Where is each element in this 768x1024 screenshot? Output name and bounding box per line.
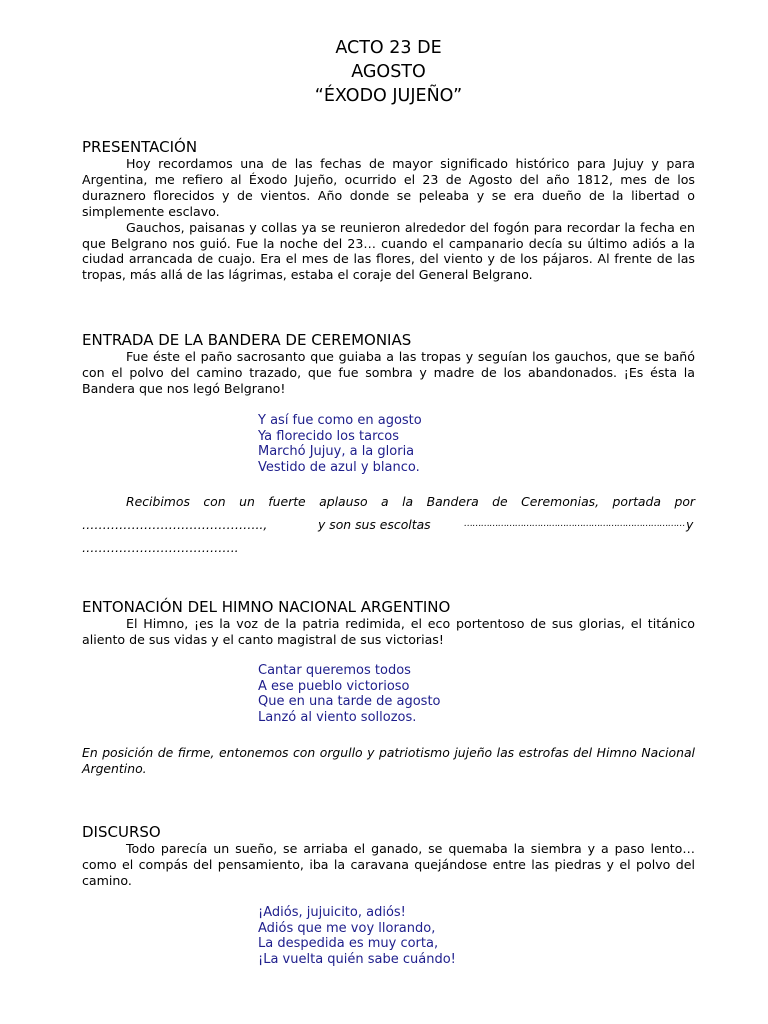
verse-line: Cantar queremos todos <box>258 663 411 678</box>
section-entrada-bandera <box>82 331 695 397</box>
paragraph: Todo parecía un sueño, se arriaba el ganado, se quemaba la siembra y a paso lento… como el compás del pensamiento, iba la caravana quejándose entre las piedras y el polvo del camino. <box>82 841 695 888</box>
blank-bearer: …………………………………….., <box>82 517 268 532</box>
section-heading: ENTRADA DE LA BANDERA DE CEREMONIAS <box>82 331 412 349</box>
verse-line: ¡Adiós, jujuicito, adiós! <box>258 905 406 920</box>
paragraph: El Himno, ¡es la voz de la patria redimida, el eco portentoso de sus glorias, el titánico aliento de sus vidas y el canto magistral de sus victorias! <box>82 616 695 647</box>
verse-block <box>82 905 695 967</box>
escoltas-text: y son sus escoltas <box>318 517 431 532</box>
section-heading: ENTONACIÓN DEL HIMNO NACIONAL ARGENTINO <box>82 598 451 616</box>
verse-line: ¡La vuelta quién sabe cuándo! <box>258 951 456 967</box>
italic-instruction: En posición de firme, entonemos con orgullo y patriotismo jujeño las estrofas del Himno Nacional Argentino. <box>82 745 695 776</box>
document-title <box>82 36 695 108</box>
himno-instruction <box>82 745 695 777</box>
conjunction-y: y <box>686 517 694 532</box>
section-presentacion <box>82 138 695 283</box>
verse-line: A ese pueblo victorioso <box>258 678 410 694</box>
verse-line: Adiós que me voy llorando, <box>258 920 436 936</box>
paragraph: Fue éste el paño sacrosanto que guiaba a las tropas y seguían los gauchos, que se bañó con el polvo del camino trazado, que fue sombra y madre de los abandonados. ¡Es ésta la Bandera que nos legó Belgrano! <box>82 349 695 396</box>
verse-line: Marchó Jujuy, a la gloria <box>258 444 415 460</box>
verse-line: Que en una tarde de agosto <box>258 694 441 710</box>
blank-escort-1: …………………………………………………………………… <box>464 519 685 529</box>
verse-line: Y así fue como en agosto <box>258 413 422 428</box>
section-discurso <box>82 823 695 889</box>
title-line-2: AGOSTO <box>351 62 426 82</box>
verse-line: Vestido de azul y blanco. <box>258 459 420 475</box>
title-line-3: “ÉXODO JUJEÑO” <box>314 86 463 106</box>
section-himno <box>82 598 695 648</box>
verse-line: Lanzó al viento sollozos. <box>258 709 417 725</box>
fill-in-line <box>82 513 695 536</box>
title-line-1: ACTO 23 DE <box>335 38 442 58</box>
verse-block <box>82 663 695 725</box>
paragraph: Hoy recordamos una de las fechas de mayor significado histórico para Jujuy y para Argentina, me refiero al Éxodo Jujeño, ocurrido el 23 de Agosto del año 1812, mes de los duraznero florecidos y de vientos. Año donde se peleaba y se era dueño de la libertad o simplemente esclavo. <box>82 156 695 219</box>
fill-in-line <box>82 536 695 559</box>
paragraph: Gauchos, paisanas y collas ya se reunieron alrededor del fogón para recordar la fecha en que Belgrano nos guió. Fue la noche del 23… cuando el campanario decía su último adiós a la ciudad arrancada de cuajo. Era el mes de las flores, del viento y de los pájaros. Al frente de las tropas, más allá de las lágrimas, estaba el coraje del General Belgrano. <box>82 219 695 283</box>
ceremony-instruction <box>82 494 695 559</box>
verse-line: La despedida es muy corta, <box>258 936 439 952</box>
italic-instruction: Recibimos con un fuerte aplauso a la Bandera de Ceremonias, portada por <box>126 494 695 509</box>
verse-block <box>82 413 695 475</box>
verse-line: Ya florecido los tarcos <box>258 428 400 444</box>
section-heading: DISCURSO <box>82 823 161 841</box>
section-heading: PRESENTACIÓN <box>82 138 198 156</box>
blank-escort-2: ……………………………….. <box>82 540 239 555</box>
